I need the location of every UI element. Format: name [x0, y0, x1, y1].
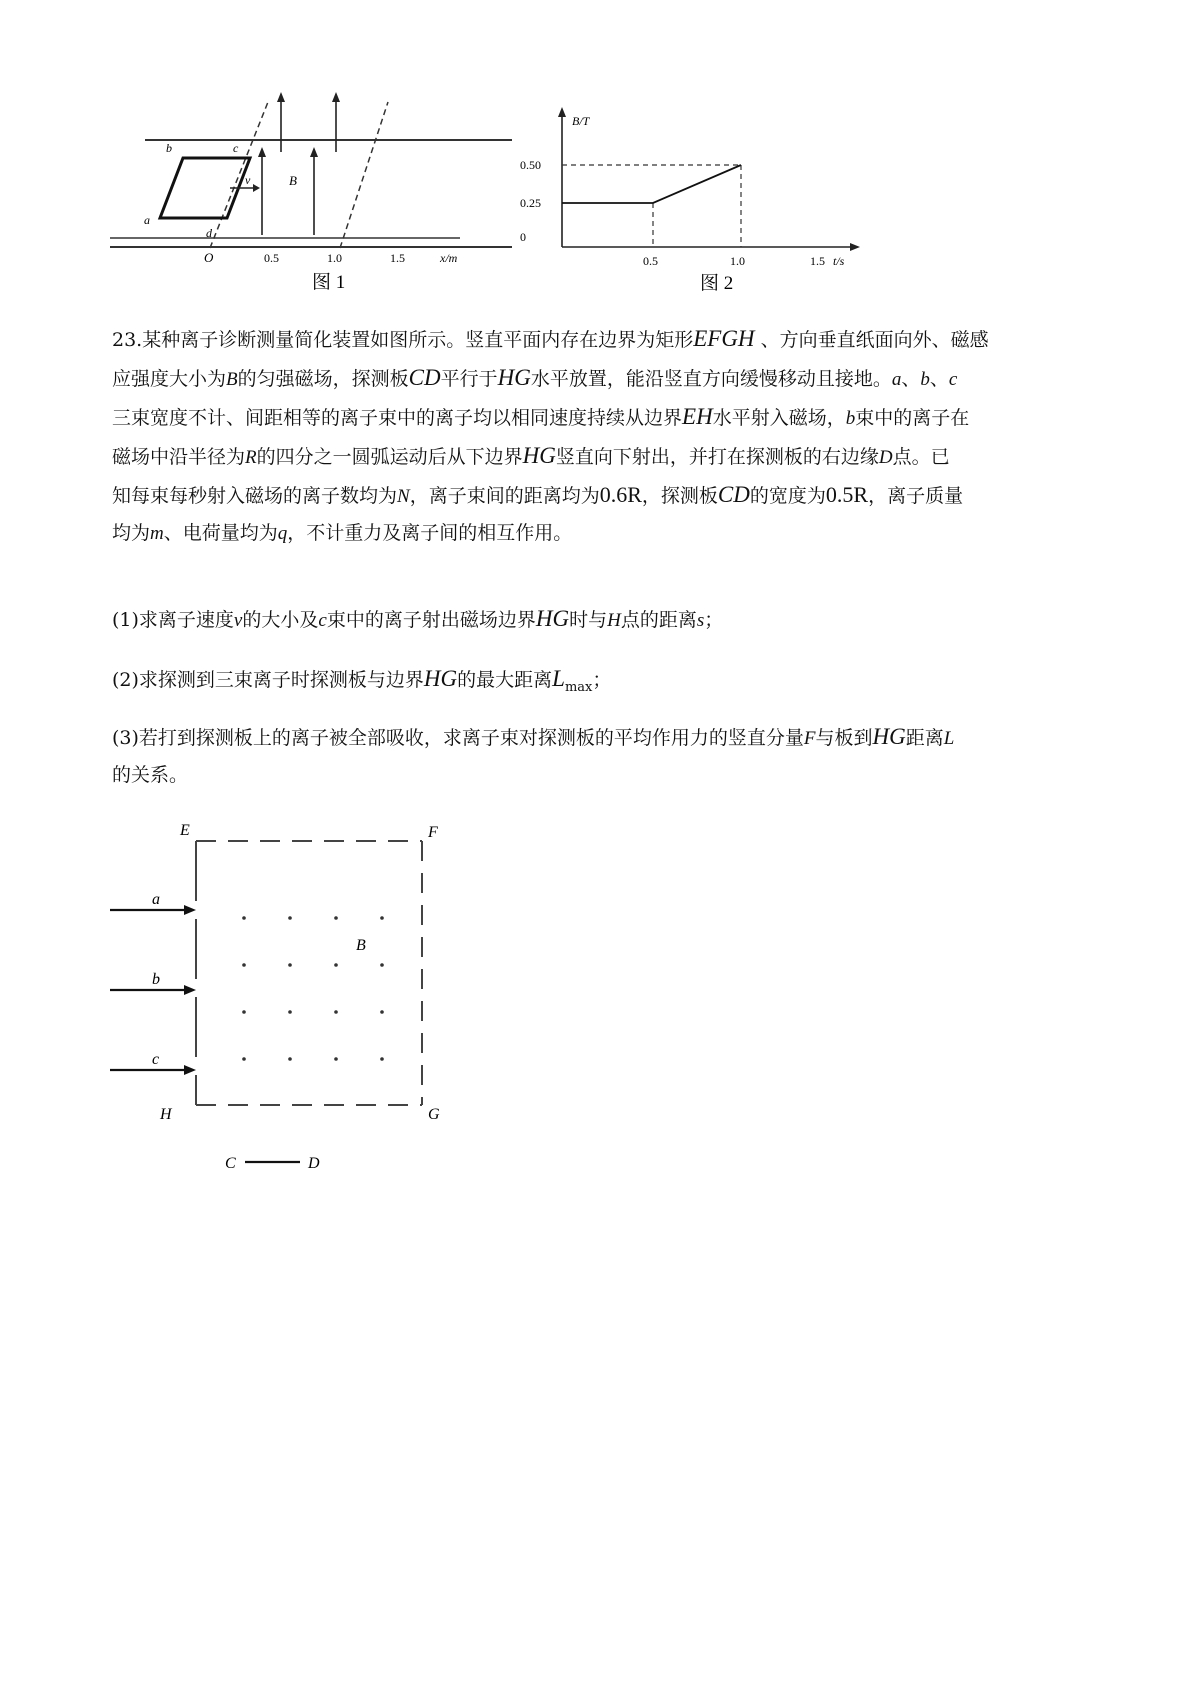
label-c: c — [233, 141, 239, 155]
figure-1-caption: 图 1 — [312, 272, 346, 290]
problem-line-2 — [112, 359, 1102, 398]
problem-line-3 — [112, 398, 1102, 437]
label-b: b — [166, 141, 172, 155]
x-tick-1.5: 1.5 — [810, 254, 825, 268]
text: 与板到 — [815, 727, 873, 749]
text: 距离 — [905, 727, 944, 749]
label-O: O — [204, 250, 214, 265]
text: 的宽度为 — [749, 485, 826, 507]
symbol-a: a — [891, 369, 902, 390]
value-0.6R: 0.6R — [599, 482, 642, 507]
figure-1-drawing — [100, 90, 520, 290]
figure-2-drawing — [520, 105, 880, 295]
problem-line-5 — [112, 476, 1102, 515]
symbol-HG: HG — [872, 724, 906, 749]
text: 23.某种离子诊断测量简化装置如图所示。竖直平面内存在边界为矩形 — [112, 329, 694, 351]
symbol-q: q — [277, 523, 288, 544]
text: ，不计重力及离子间的相互作用。 — [287, 522, 573, 544]
figure-1 — [100, 90, 520, 290]
text: 束中的离子射出磁场边界 — [326, 609, 536, 631]
y-label: B/T — [572, 114, 590, 128]
plate-D: D — [308, 1155, 320, 1172]
corner-H: H — [160, 1106, 172, 1123]
text: 均为 — [112, 522, 151, 544]
x-tick-0: 0 — [520, 230, 526, 244]
corner-G: G — [428, 1106, 440, 1123]
symbol-N: N — [397, 486, 410, 507]
label-a: a — [144, 213, 150, 227]
symbol-CD: CD — [717, 482, 750, 507]
symbol-B: B — [226, 369, 238, 390]
symbol-HG: HG — [535, 606, 570, 631]
text: ； — [592, 669, 612, 691]
text: 竖直向下射出，并打在探测板的右边缘 — [555, 446, 879, 468]
symbol-HG: HG — [522, 443, 556, 468]
label-v: v — [245, 173, 251, 187]
beam-a-label: a — [152, 891, 160, 908]
symbol-R: R — [245, 447, 257, 468]
text: ，探测板 — [641, 485, 718, 507]
figure-2 — [520, 105, 880, 295]
label-d: d — [206, 226, 212, 240]
x-tick-0.5: 0.5 — [264, 251, 279, 265]
problem-statement — [112, 320, 1102, 552]
symbol-L: L — [943, 728, 955, 749]
subscript-max: max — [564, 679, 593, 695]
symbol-HG: HG — [423, 666, 458, 691]
question-2 — [112, 660, 1102, 706]
symbol-L: L — [552, 666, 565, 691]
x-unit: x/m — [440, 251, 458, 265]
text: ，离子束间的距离均为 — [409, 485, 600, 507]
text: 时与 — [569, 609, 608, 631]
value-0.5R: 0.5R — [825, 482, 869, 507]
symbol-H: H — [607, 610, 621, 631]
problem-line-1 — [112, 320, 1102, 359]
symbol-m: m — [150, 523, 164, 544]
x-tick-1.0: 1.0 — [327, 251, 342, 265]
y-tick-0.25: 0.25 — [520, 196, 541, 210]
x-tick-0.5: 0.5 — [643, 254, 658, 268]
symbol-c: c — [948, 369, 958, 390]
text: ； — [704, 609, 724, 631]
text: 的四分之一圆弧运动后从下边界 — [256, 446, 523, 468]
problem-line-6 — [112, 515, 1102, 552]
symbol-D: D — [878, 447, 893, 468]
beam-b-label: b — [152, 971, 160, 988]
text: 、 — [929, 368, 949, 390]
figure-2-caption: 图 2 — [700, 273, 734, 294]
symbol-CD: CD — [408, 365, 441, 390]
text: 磁场中沿半径为 — [112, 446, 246, 468]
y-tick-0.50: 0.50 — [520, 158, 541, 172]
symbol-v: v — [233, 610, 243, 631]
text: (1)求离子速度 — [112, 609, 234, 631]
text: (3)若打到探测板上的离子被全部吸收，求离子束对探测板的平均作用力的竖直分量 — [112, 727, 804, 749]
question-3 — [112, 718, 1102, 794]
symbol-EFGH: EFGH — [693, 326, 755, 351]
symbol-F: F — [803, 728, 816, 749]
question-3-line-2 — [112, 757, 1102, 794]
text: (2)求探测到三束离子时探测板与边界 — [112, 669, 424, 691]
symbol-EH: EH — [682, 404, 713, 429]
corner-E: E — [180, 822, 190, 839]
figure-3-drawing — [110, 815, 460, 1175]
text: ，离子质量 — [868, 485, 964, 507]
x-unit: t/s — [833, 254, 845, 268]
text: 点。已 — [892, 446, 950, 468]
text: 的匀强磁场，探测板 — [237, 368, 409, 390]
beam-c-label: c — [152, 1051, 160, 1068]
text: 三束宽度不计、间距相等的离子束中的离子均以相同速度持续从边界 — [112, 407, 683, 429]
text: 、 — [901, 368, 921, 390]
symbol-b: b — [920, 369, 930, 390]
symbol-c: c — [318, 610, 327, 631]
text: 、电荷量均为 — [163, 522, 278, 544]
text: 应强度大小为 — [112, 368, 227, 390]
text: 的关系。 — [112, 764, 189, 786]
text: 的大小及 — [242, 609, 319, 631]
text: 知每束每秒射入磁场的离子数均为 — [112, 485, 398, 507]
text: 平行于 — [440, 368, 498, 390]
question-1 — [112, 600, 1102, 639]
symbol-b: b — [845, 408, 856, 429]
text: 水平射入磁场， — [712, 407, 846, 429]
x-tick-1.0: 1.0 — [730, 254, 745, 268]
figure-3 — [110, 815, 460, 1175]
symbol-HG: HG — [497, 365, 531, 390]
problem-line-4 — [112, 437, 1102, 476]
text: 水平放置，能沿竖直方向缓慢移动且接地。 — [530, 368, 892, 390]
text: 点的距离 — [620, 609, 697, 631]
x-tick-1.5: 1.5 — [390, 251, 405, 265]
plate-C: C — [225, 1155, 236, 1172]
text: 的最大距离 — [457, 669, 553, 691]
question-3-line-1 — [112, 718, 1102, 757]
label-B: B — [289, 173, 297, 188]
field-label-B: B — [356, 937, 366, 954]
text: 束中的离子在 — [855, 407, 970, 429]
corner-F: F — [428, 824, 438, 841]
text: 、方向垂直纸面向外、磁感 — [754, 329, 989, 351]
symbol-s: s — [696, 610, 705, 631]
